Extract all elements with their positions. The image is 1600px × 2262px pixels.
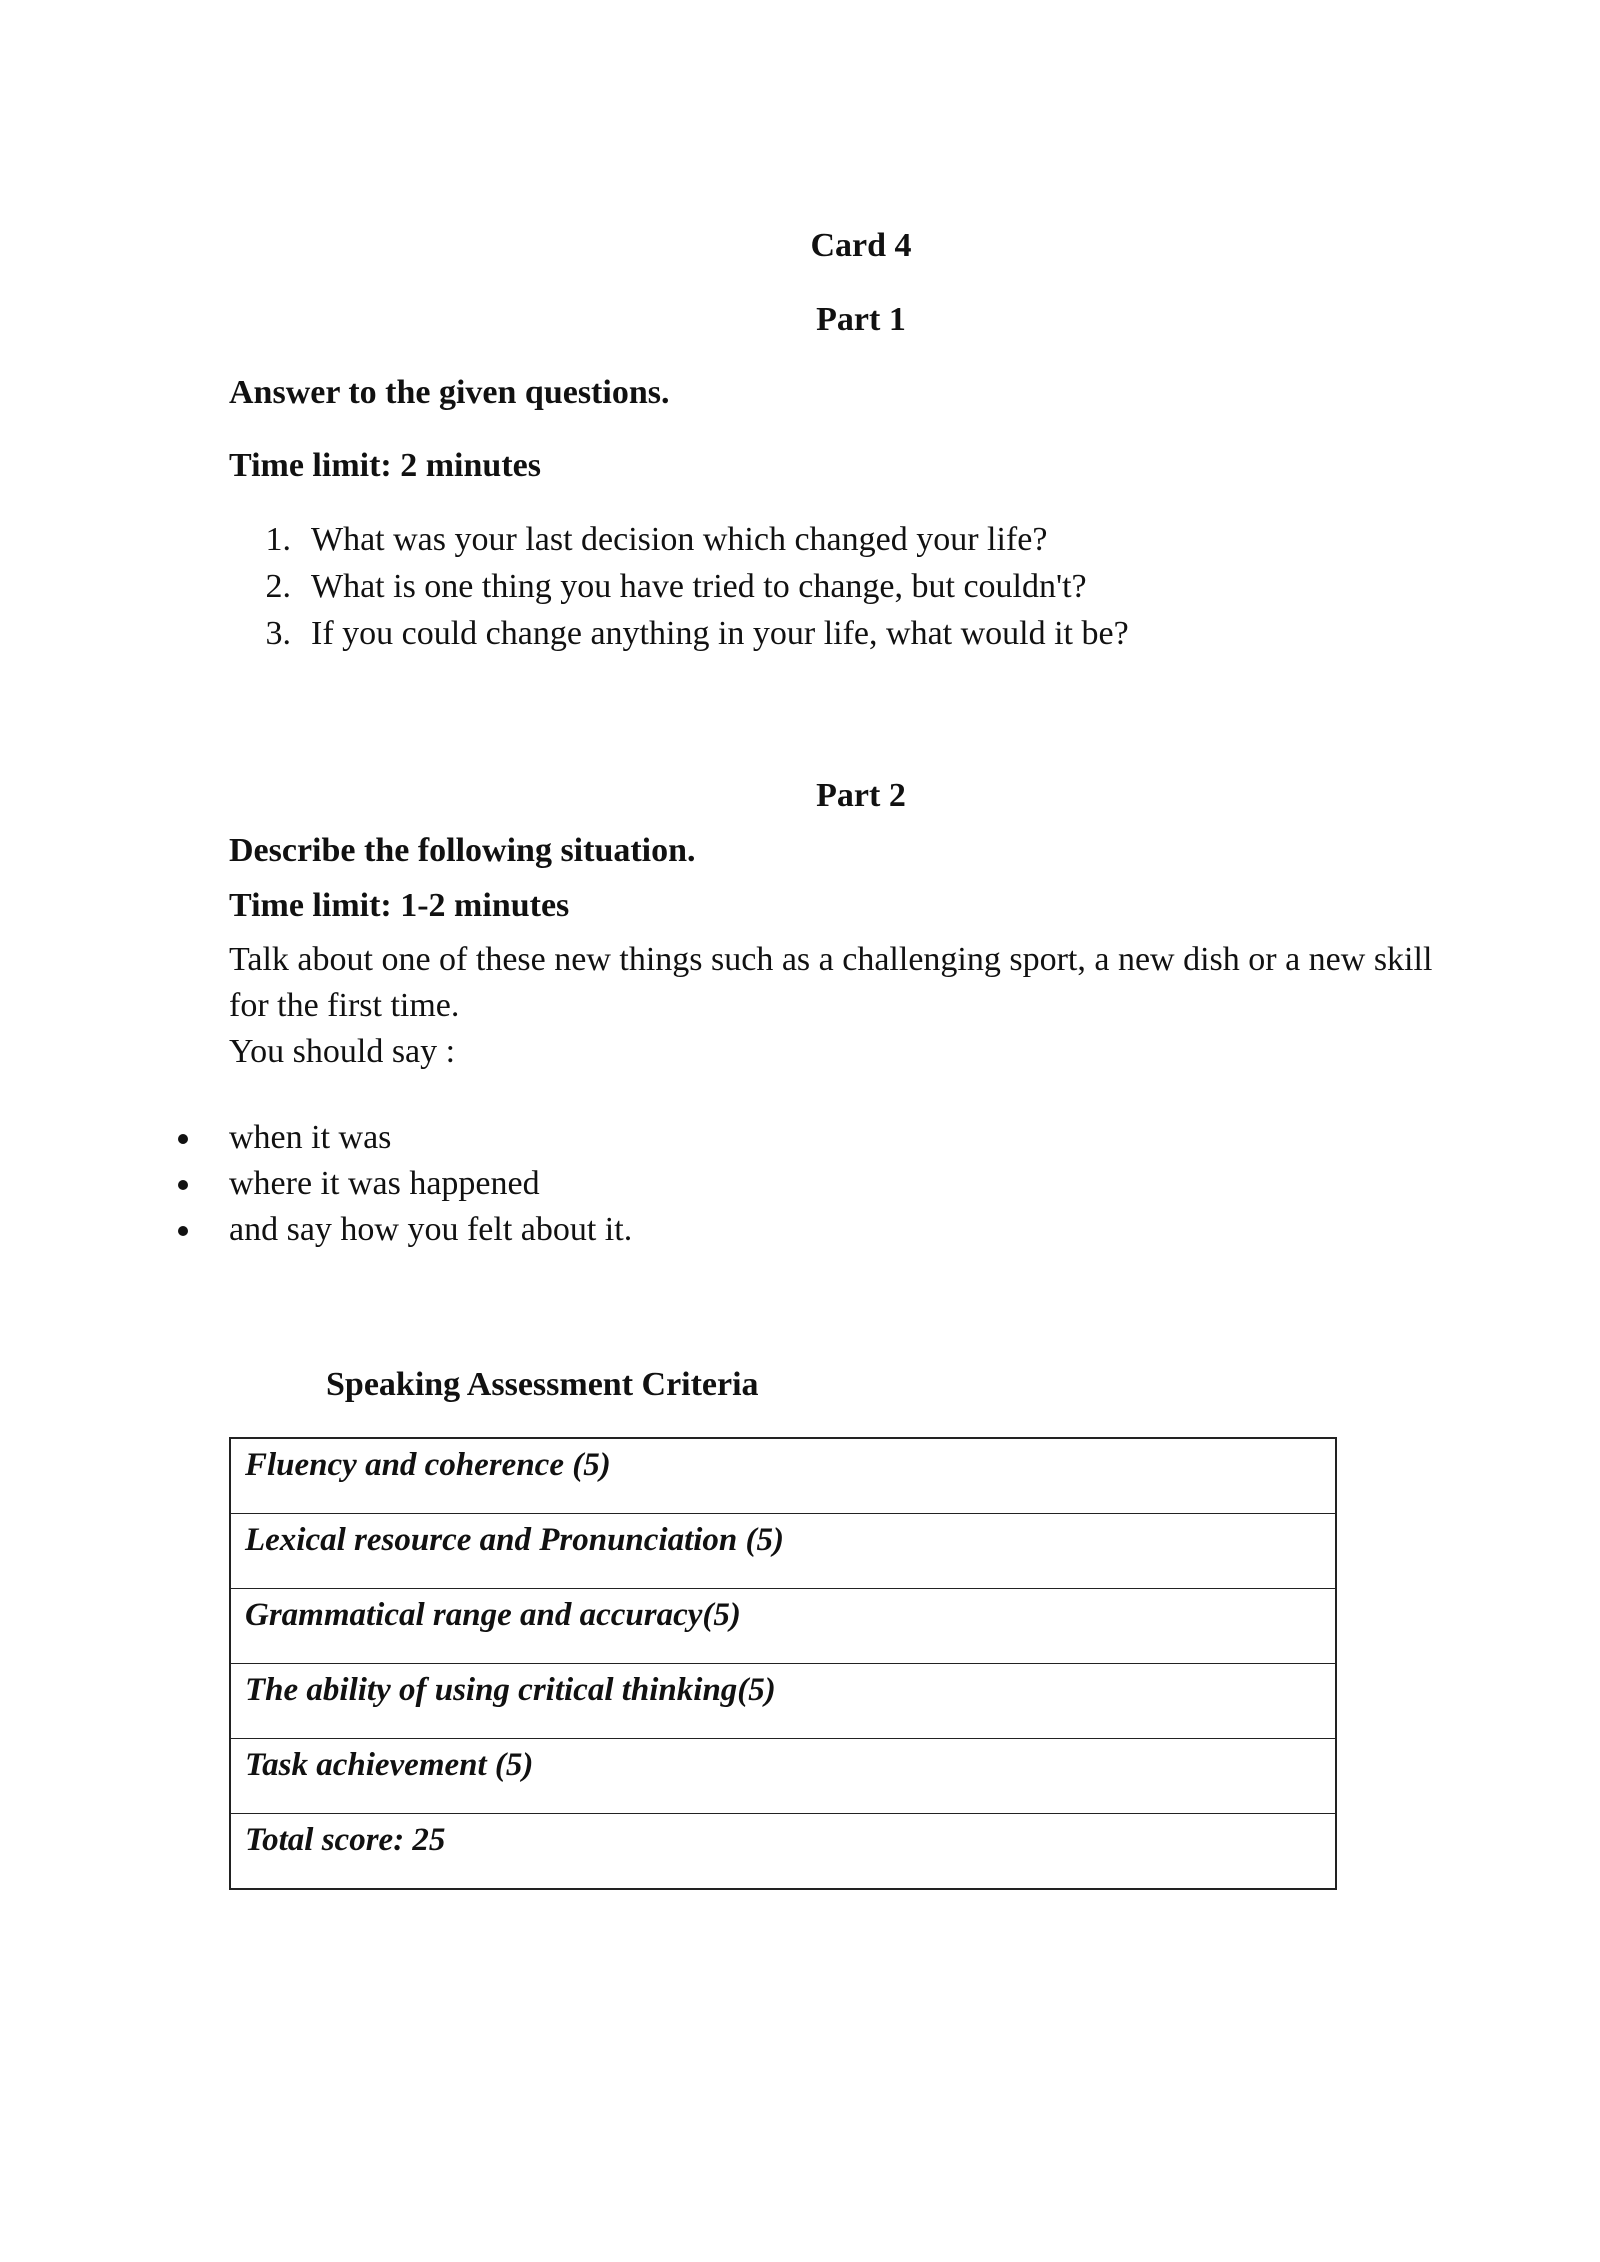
- part1-question-list: [229, 516, 1129, 657]
- bullet-icon: [178, 1226, 188, 1236]
- list-item: [0, 1207, 632, 1253]
- table-row: [230, 1514, 1336, 1589]
- criteria-heading: Speaking Assessment Criteria: [326, 1366, 759, 1403]
- prompt-line: You should say :: [229, 1033, 456, 1070]
- table-cell: Lexical resource and Pronunciation (5): [230, 1514, 1336, 1589]
- list-item: [229, 516, 1129, 563]
- table-row: [230, 1438, 1336, 1514]
- question-number: 2.: [265, 568, 291, 605]
- bullet-text: where it was happened: [229, 1165, 540, 1202]
- bullet-text: when it was: [229, 1119, 392, 1156]
- criteria-table: [229, 1437, 1337, 1890]
- prompt-line: Talk about one of these new things such as a challenging sport, a new dish or a new skill: [229, 941, 1433, 978]
- table-cell: Grammatical range and accuracy(5): [230, 1589, 1336, 1664]
- part1-instruction: Answer to the given questions.: [229, 374, 670, 411]
- part2-heading: Part 2: [816, 777, 906, 814]
- table-row: [230, 1739, 1336, 1814]
- question-number: 3.: [265, 615, 291, 652]
- table-row: [230, 1589, 1336, 1664]
- question-text: What was your last decision which changed your life?: [311, 521, 1048, 558]
- table-cell: Fluency and coherence (5): [230, 1438, 1336, 1514]
- question-text: If you could change anything in your life, what would it be?: [311, 615, 1129, 652]
- prompt-line: for the first time.: [229, 987, 460, 1024]
- table-row: [230, 1814, 1336, 1890]
- question-text: What is one thing you have tried to change, but couldn't?: [311, 568, 1087, 605]
- part1-heading: Part 1: [816, 301, 906, 338]
- bullet-text: and say how you felt about it.: [229, 1211, 633, 1248]
- bullet-icon: [178, 1134, 188, 1144]
- table-cell: Task achievement (5): [230, 1739, 1336, 1814]
- total-score-cell: Total score: 25: [230, 1814, 1336, 1890]
- bullet-icon: [178, 1180, 188, 1190]
- list-item: [229, 610, 1129, 657]
- table-cell: The ability of using critical thinking(5): [230, 1664, 1336, 1739]
- part2-time-limit: Time limit: 1-2 minutes: [229, 887, 570, 924]
- part2-instruction: Describe the following situation.: [229, 832, 696, 869]
- list-item: [0, 1161, 632, 1207]
- list-item: [229, 563, 1129, 610]
- part2-bullet-list: [0, 1115, 632, 1253]
- part2-prompt: [229, 937, 1529, 1075]
- table-row: [230, 1664, 1336, 1739]
- part1-time-limit: Time limit: 2 minutes: [229, 447, 541, 484]
- list-item: [0, 1115, 632, 1161]
- card-title: Card 4: [810, 227, 912, 264]
- question-number: 1.: [265, 521, 291, 558]
